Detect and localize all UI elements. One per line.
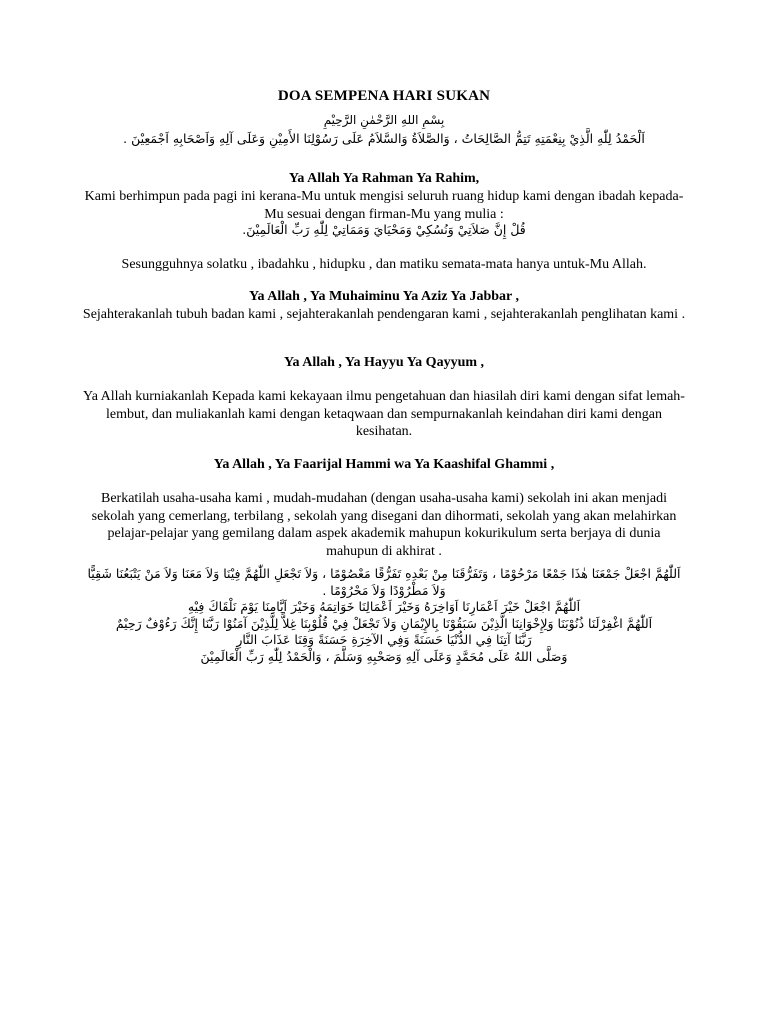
verse-translation: Sesungguhnya solatku , ibadahku , hidupku , dan matiku semata-mata hanya untuk-Mu Allah. — [121, 257, 647, 272]
closing-arabic-prayer — [74, 566, 694, 665]
section1-arabic-verse: قُلْ إِنَّ صَلاَتِيْ وَنُسُكِيْ وَمَحْيَايَ وَمَمَاتِيْ لِلّٰهِ رَبِّ الْعَالَمِيْنَ. — [242, 222, 526, 237]
section4-heading: Ya Allah , Ya Faarijal Hammi wa Ya Kaashifal Ghammi , — [213, 457, 555, 472]
section3-heading: Ya Allah , Ya Hayyu Ya Qayyum , — [283, 355, 485, 370]
section1-heading: Ya Allah Ya Rahman Ya Rahim, — [288, 171, 480, 186]
section3-body: Ya Allah kurniakanlah Kepada kami kekayaan ilmu pengetahuan dan hiasilah diri kami dengan sifat lemah-lembut, dan muliakanlah kami dengan ketaqwaan dan sempurnakanlah keindahan diri kami dengan kesihatan. — [83, 389, 685, 439]
section2-body: Sejahterakanlah tubuh badan kami , sejahterakanlah pendengaran kami , sejahterakanlah penglihatan kami . — [82, 307, 686, 322]
closing-line: اَللّٰهُمَّ اغْفِرْلَنَا ذُنُوْبَنَا وَلِإِخْوَانِنَا الَّذِيْنَ سَبَقُوْنَا بِالإِيْمَانِ وَلاَ تَجْعَلْ فِيْ قُلُوْبِنَا غِلاًّ لِلَّذِيْنَ آمَنُوْا رَبَّنَا إِنَّكَ رَءُوْفٌ رَحِيْمٌ — [115, 615, 653, 631]
section4-body: Berkatilah usaha-usaha kami , mudah-mudahan (dengan usaha-usaha kami) sekolah ini akan menjadi sekolah yang cemerlang, terbilang , sekolah yang disegani dan dihormati, sekolah yang akan melahirkan pelajar-pelajar yang gemilang dalam aspek akademik mahupun kokurikulum serta berjaya di dunia mahupun di akhirat . — [91, 491, 677, 559]
closing-line: اَللّٰهُمَّ اجْعَلْ جَمْعَنَا هٰذَا جَمْعًا مَرْحُوْمًا ، وَتَفَرُّقَنَا مِنْ بَعْدِهِ تَفَرُّقًا مَعْصُوْمًا ، وَلاَ تَجْعَلِ اللّٰهُمَّ فِيْنَا وَلاَ مَعَنَا وَلاَ مَنْ يَتْبَعُنَا شَقِيًّا — [87, 566, 681, 581]
section2-heading: Ya Allah , Ya Muhaiminu Ya Aziz Ya Jabbar , — [248, 289, 520, 304]
closing-line: رَبَّنَا آتِنَا فِي الدُّنْيَا حَسَنَةً وَفِي الآخِرَةِ حَسَنَةً وَقِنَا عَذَابَ النَّارِ — [236, 632, 532, 647]
document-title: DOA SEMPENA HARI SUKAN — [277, 88, 491, 104]
opening-arabic-prayer: اَلْحَمْدُ لِلّٰهِ الَّذِيْ بِنِعْمَتِهِ تَتِمُّ الصَّالِحَاتُ ، وَالصَّلاَةُ وَالسَّلاَمُ عَلَى رَسُوْلِنَا الأَمِيْنِ وَعَلَى آلِهِ وَاَصْحَابِهِ اَجْمَعِيْنَ . — [123, 131, 645, 146]
section1-body: Kami berhimpun pada pagi ini kerana-Mu untuk mengisi seluruh ruang hidup kami dengan ibadah kepada-Mu sesuai dengan firman-Mu yang mulia : — [84, 189, 684, 222]
closing-line: وَصَلَّى اللهُ عَلَى مُحَمَّدٍ وَعَلَى آلِهِ وَصَحْبِهِ وَسَلَّمَ ، وَالْحَمْدُ لِلّٰهِ رَبِّ الْعَالَمِيْنَ — [200, 648, 568, 664]
closing-line: اَللّٰهُمَّ اجْعَلْ خَيْرَ اَعْمَارِنَا اَوَاخِرَهُ وَخَيْرَ اَعْمَالِنَا خَوَاتِمَهُ وَخَيْرَ اَيَّامِنَا يَوْمَ نَلْقَاكَ فِيْهِ — [187, 599, 581, 614]
basmalah: بِسْمِ اللهِ الرَّحْمٰنِ الرَّحِيْمِ — [323, 113, 445, 127]
closing-line: وَلاَ مَطْرُوْدًا وَلاَ مَحْرُوْمًا . — [322, 582, 446, 598]
